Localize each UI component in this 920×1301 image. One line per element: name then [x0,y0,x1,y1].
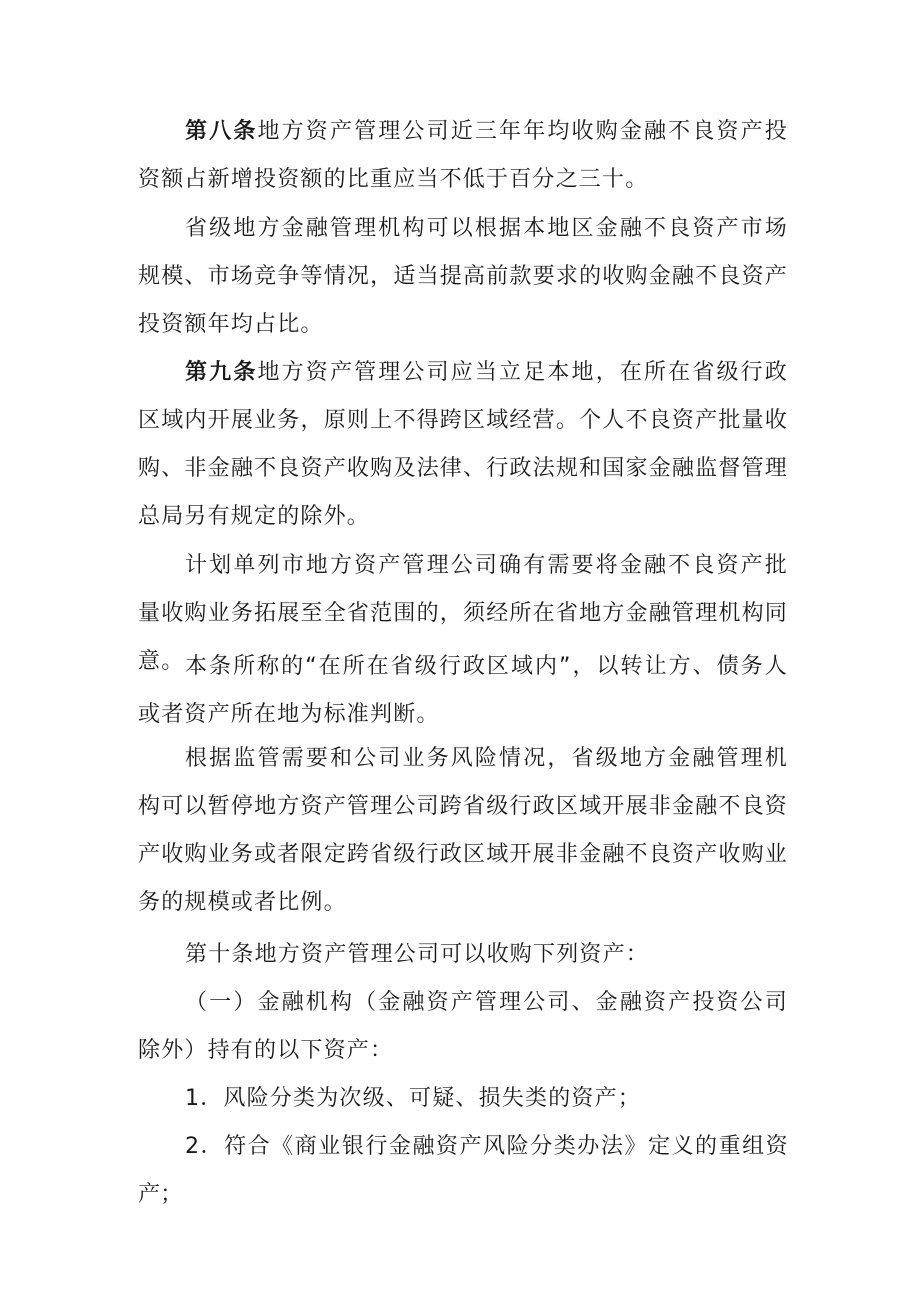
article-9-text: 地方资产管理公司应当立足本地，在所在省级行政区域内开展业务，原则上不得跨区域经营。个人不良资产批量收购、非金融不良资产收购及法律、行政法规和国家金融监督管理总局另有规定的除外。 [138,360,788,529]
article-8-text: 地方资产管理公司近三年年均收购金融不良资产投资额占新增投资额的比重应当不低于百分之三十。 [138,119,788,192]
article-8-heading: 第八条 [185,119,258,144]
article-9-heading: 第九条 [185,360,258,385]
article-10-paragraph: 第十条地方资产管理公司可以收购下列资产： [185,942,650,967]
article-10-subitem-1: 1．风险分类为次级、可疑、损失类的资产； [185,1086,641,1111]
article-8-paragraph-2: 省级地方金融管理机构可以根据本地区金融不良资产市场规模、市场竞争等情况，适当提高前款要求的收购金融不良资产投资额年均占比。 [138,216,788,337]
article-9-paragraph-2: 计划单列市地方资产管理公司确有需要将金融不良资产批量收购业务拓展至全省范围的，须经所在省地方金融管理机构同意。 [138,553,788,674]
article-10-item-1: （一）金融机构（金融资产管理公司、金融资产投资公司除外）持有的以下资产： [138,990,788,1063]
article-9-paragraph-3: 本条所称的“在所在省级行政区域内”，以转让方、债务人或者资产所在地为标准判断。 [138,654,788,727]
article-8-paragraph [138,108,788,204]
article-9-paragraph [138,349,788,541]
article-10-subitem-2: 2．符合《商业银行金融资产风险分类办法》定义的重组资产； [138,1134,788,1207]
article-9-paragraph-4: 根据监管需要和公司业务风险情况，省级地方金融管理机构可以暂停地方资产管理公司跨省级行政区域开展非金融不良资产收购业务或者限定跨省级行政区域开展非金融不良资产收购业务的规模或者比例。 [138,746,788,915]
